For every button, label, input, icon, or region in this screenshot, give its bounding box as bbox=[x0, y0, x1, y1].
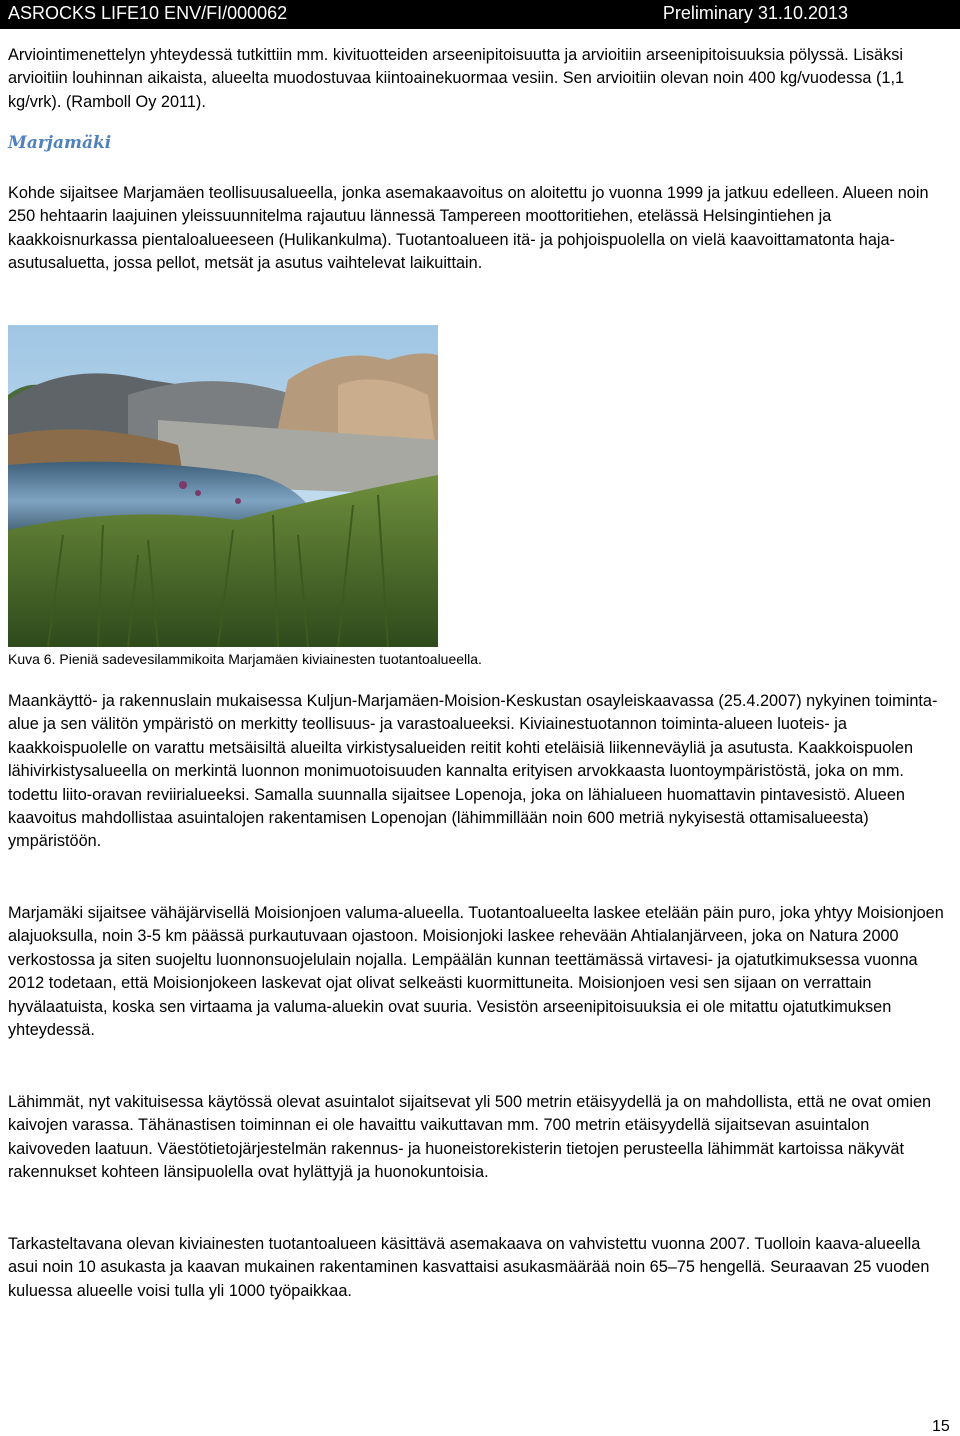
paragraph-zoning: Tarkasteltavana olevan kiviainesten tuotantoalueen käsittävä asemakaava on vahvistettu vuonna 2007. Tuolloin kaava-alueella asui noin 10 asukasta ja kaavan mukainen rakentaminen kasvattaisi asukasmäärää noin 65–75 hengellä. Seuraavan 25 vuoden kuluessa alueelle voisi tulla yli 1000 työpaikkaa. bbox=[8, 1235, 930, 1300]
paragraph-location: Kohde sijaitsee Marjamäen teollisuusalueella, jonka asemakaavoitus on aloitettu jo vuonna 1999 ja jatkuu edelleen. Alueen noin 250 hehtaarin laajuinen yleissuunnitelma rajautuu lännessä Tampereen moottoritiehen, etelässä Helsingintiehen ja kaakkoisnurkassa pientaloalueeseen (Hulikankulma). Tuotantoalueen itä- ja pohjoispuolella on vielä kaavoittamatonta haja-asutusaluetta, jossa pellot, metsät ja asutus vaihtelevat laikuittain. bbox=[8, 184, 929, 273]
paragraph-water: Marjamäki sijaitsee vähäjärvisellä Moisionjoen valuma-alueella. Tuotantoalueelta laskee etelään päin puro, joka yhtyy Moisionjoen alajuoksulla, noin 3-5 km päässä purkautuvaan ojastoon. Moisionjoki laskee rehevään Ahtialanjärveen, joka on Natura 2000 verkostossa ja siten suojeltu luonnonsuojelulain nojalla. Lempäälän kunnan teettämässä virtavesi- ja ojatutkimuksessa vuonna 2012 todetaan, että Moisionjokeen laskevat ojat olivat selkeästi kuormittuneita. Moisionjoen vesi sen sijaan on verrattain hyvälaatuista, koska sen virtaama ja valuma-aluekin ovat suuria. Vesistön arseenipitoisuuksia ei ole mitattu ojatutkimuksen yhteydessä. bbox=[8, 904, 944, 1040]
section-heading: Marjamäki bbox=[8, 133, 112, 153]
page-number: 15 bbox=[932, 1418, 950, 1435]
quarry-pond-photo bbox=[8, 325, 438, 647]
figure-caption: Kuva 6. Pieniä sadevesilammikoita Marjamäen kiviainesten tuotantoalueella. bbox=[8, 651, 482, 667]
intro-paragraph: Arviointimenettelyn yhteydessä tutkittiin mm. kivituotteiden arseenipitoisuutta ja arvioitiin arseenipitoisuuksia pölyssä. Lisäksi arvioitiin louhinnan aikaista, alueelta muodostuvaa kiintoainekuormaa vesiin. Sen arvioitiin olevan noin 400 kg/vuodessa (1,1 kg/vrk). (Ramboll Oy 2011). bbox=[8, 46, 905, 111]
document-status-date: Preliminary 31.10.2013 bbox=[662, 3, 848, 23]
project-code: ASROCKS LIFE10 ENV/FI/000062 bbox=[8, 3, 288, 23]
page-header bbox=[0, 0, 960, 29]
paragraph-residences: Lähimmät, nyt vakituisessa käytössä olevat asuintalot sijaitsevat yli 500 metrin etäisyydellä ja on mahdollista, että ne ovat omien kaivojen varassa. Tähänastisen toiminnan ei ole havaittu vaikuttavan mm. 700 metrin etäisyydellä sijaitsevan asuintalon kaivoveden laatuun. Väestötietojärjestelmän rakennus- ja huoneistorekisterin tietojen perusteella lähimmät kartoissa näkyvät rakennukset kohteen länsipuolella ovat hylättyjä ja huonokuntoisia. bbox=[8, 1093, 932, 1182]
paragraph-land-use: Maankäyttö- ja rakennuslain mukaisessa Kuljun-Marjamäen-Moision-Keskustan osayleiskaavassa (25.4.2007) nykyinen toiminta-alue ja sen välitön ympäristö on merkitty teollisuus- ja varastoalueeksi. Kiviainestuotannon toiminta-alueen luoteis- ja kaakkoispuolelle on varattu metsäisiltä alueilta virkistysalueiden reitit kohti eteläisiä liikenneväyliä ja asutusta. Kaakkoispuolen lähivirkistysalueella on merkintä luonnon monimuotoisuuden kannalta erityisen arvokkaasta luontoympäristöstä, joka on mm. todettu liito-oravan reviirialueeksi. Samalla suunnalla sijaitsee Lopenoja, joka on lähialueen huomattavin pintavesistö. Alueen kaavoitus mahdollistaa asuintalojen rakentamisen Lopenojan (lähimmillään noin 600 metriä nykyisestä ottamisalueesta) ympäristöön. bbox=[8, 692, 938, 851]
